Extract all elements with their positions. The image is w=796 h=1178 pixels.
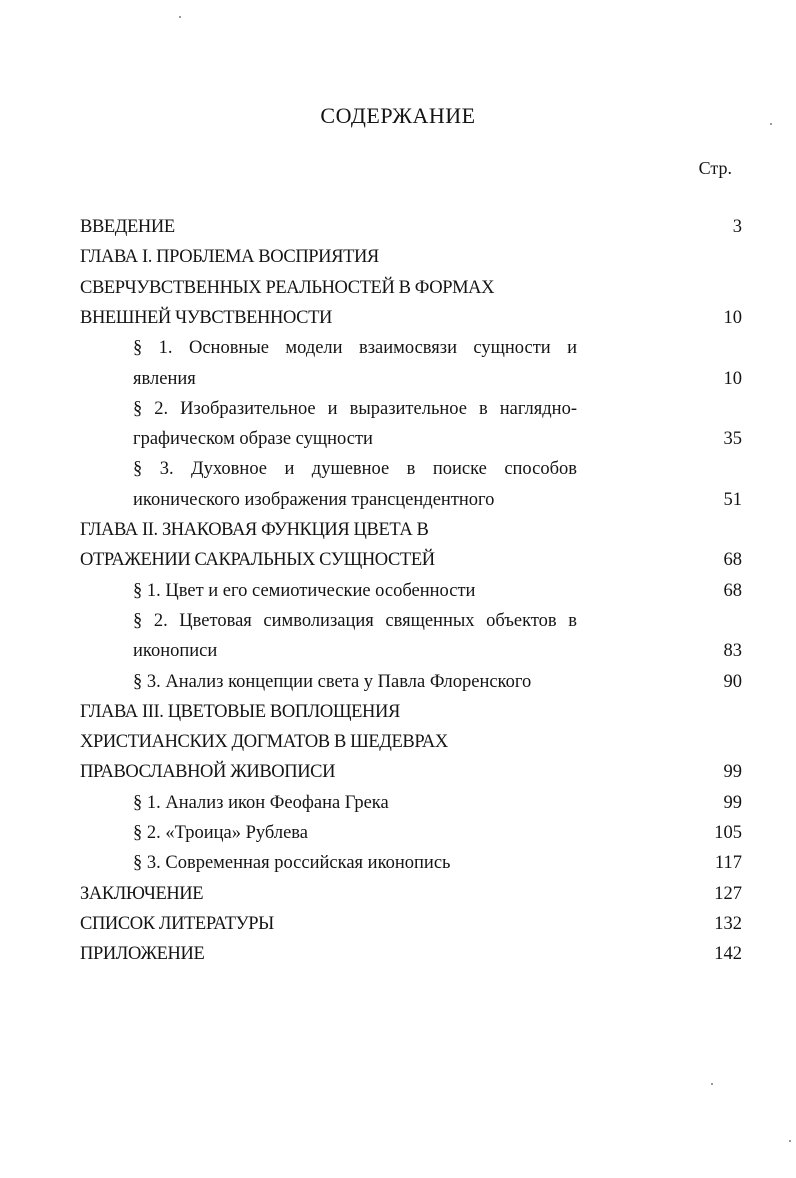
scan-speck	[789, 1140, 791, 1142]
toc-chapter-row	[0, 909, 796, 939]
toc-entry-title: § 3. Современная российская иконопись	[133, 853, 451, 874]
toc-chapter-row	[0, 879, 796, 909]
toc-page-number: 132	[714, 913, 742, 934]
toc-entry-title: § 3. Анализ концепции света у Павла Флоренского	[133, 671, 532, 692]
scan-speck	[711, 1083, 713, 1085]
toc-entry-title: явления	[133, 368, 196, 389]
toc-section-row	[0, 576, 796, 606]
page-title: СОДЕРЖАНИЕ	[320, 103, 476, 128]
toc-section-row	[0, 667, 796, 697]
toc-page-number: 51	[723, 489, 742, 510]
toc-entry-title: ГЛАВА III. ЦВЕТОВЫЕ ВОПЛОЩЕНИЯ	[80, 701, 400, 722]
toc-chapter-row	[0, 242, 796, 272]
toc-page-number: 10	[723, 307, 742, 328]
toc-entry-title: ПРИЛОЖЕНИЕ	[80, 944, 205, 965]
toc-section-row	[0, 364, 796, 394]
toc-chapter-row	[0, 939, 796, 969]
toc-chapter-row	[0, 757, 796, 787]
toc-chapter-row	[0, 212, 796, 242]
toc-entry-title: графическом образе сущности	[133, 429, 373, 450]
toc-page-number: 68	[723, 580, 742, 601]
toc-page-number: 99	[723, 792, 742, 813]
toc-page-number: 142	[714, 944, 742, 965]
toc-section-row	[0, 485, 796, 515]
toc-entry-title: § 2. Изобразительное и выразительное в наглядно-	[133, 398, 577, 419]
toc-entry-title: ЗАКЛЮЧЕНИЕ	[80, 883, 204, 904]
toc-chapter-row	[0, 515, 796, 545]
toc-page-number: 10	[723, 368, 742, 389]
toc-entry-title: ПРАВОСЛАВНОЙ ЖИВОПИСИ	[80, 762, 336, 783]
page-column-label: Стр.	[698, 158, 732, 178]
toc-section-row	[0, 424, 796, 454]
scan-speck	[770, 123, 772, 125]
toc-page-number: 83	[723, 641, 742, 662]
toc-entry-title: § 2. Цветовая символизация священных объектов в	[133, 610, 577, 631]
toc-section-row	[0, 394, 796, 424]
toc-entry-title: ОТРАЖЕНИИ САКРАЛЬНЫХ СУЩНОСТЕЙ	[80, 550, 435, 571]
toc-entry-title: ГЛАВА I. ПРОБЛЕМА ВОСПРИЯТИЯ	[80, 247, 379, 268]
toc-entry-title: ГЛАВА II. ЗНАКОВАЯ ФУНКЦИЯ ЦВЕТА В	[80, 520, 429, 540]
toc-section-row	[0, 848, 796, 878]
toc-entry-title: СПИСОК ЛИТЕРАТУРЫ	[80, 913, 274, 934]
toc-chapter-row	[0, 303, 796, 333]
toc-page-number: 90	[723, 671, 742, 692]
toc-chapter-row	[0, 273, 796, 303]
toc-page-number: 35	[723, 429, 742, 450]
toc-page-number: 127	[714, 883, 742, 904]
toc-entry-title: § 2. «Троица» Рублева	[133, 823, 309, 843]
toc-section-row	[0, 333, 796, 363]
toc-section-row	[0, 636, 796, 666]
toc-section-row	[0, 788, 796, 818]
toc-entry-title: иконического изображения трансцендентного	[133, 489, 495, 510]
toc-entry-title: § 1. Основные модели взаимосвязи сущности и	[133, 338, 577, 359]
toc-chapter-row	[0, 545, 796, 575]
toc-page-number: 3	[732, 217, 742, 237]
toc-section-row	[0, 454, 796, 484]
toc-section-row	[0, 606, 796, 636]
toc-page-number: 99	[723, 762, 742, 783]
toc-entry-title: СВЕРЧУВСТВЕННЫХ РЕАЛЬНОСТЕЙ В ФОРМАХ	[80, 277, 495, 298]
toc-entry-title: § 3. Духовное и душевное в поиске способов	[133, 459, 577, 480]
toc-entry-title: § 1. Анализ икон Феофана Грека	[133, 792, 389, 813]
toc-section-row	[0, 818, 796, 848]
toc-page-number: 105	[714, 823, 742, 843]
toc-entry-title: ВНЕШНЕЙ ЧУВСТВЕННОСТИ	[80, 307, 332, 328]
toc-chapter-row	[0, 727, 796, 757]
toc-entry-title: § 1. Цвет и его семиотические особенности	[133, 580, 476, 601]
toc-page-number: 68	[723, 550, 742, 571]
toc-page-number: 117	[714, 853, 742, 874]
toc-entry-title: иконописи	[133, 641, 218, 662]
scan-speck	[179, 16, 181, 18]
toc-entry-title: ХРИСТИАНСКИХ ДОГМАТОВ В ШЕДЕВРАХ	[80, 732, 448, 753]
toc-entry-title: ВВЕДЕНИЕ	[80, 217, 175, 237]
toc-chapter-row	[0, 697, 796, 727]
